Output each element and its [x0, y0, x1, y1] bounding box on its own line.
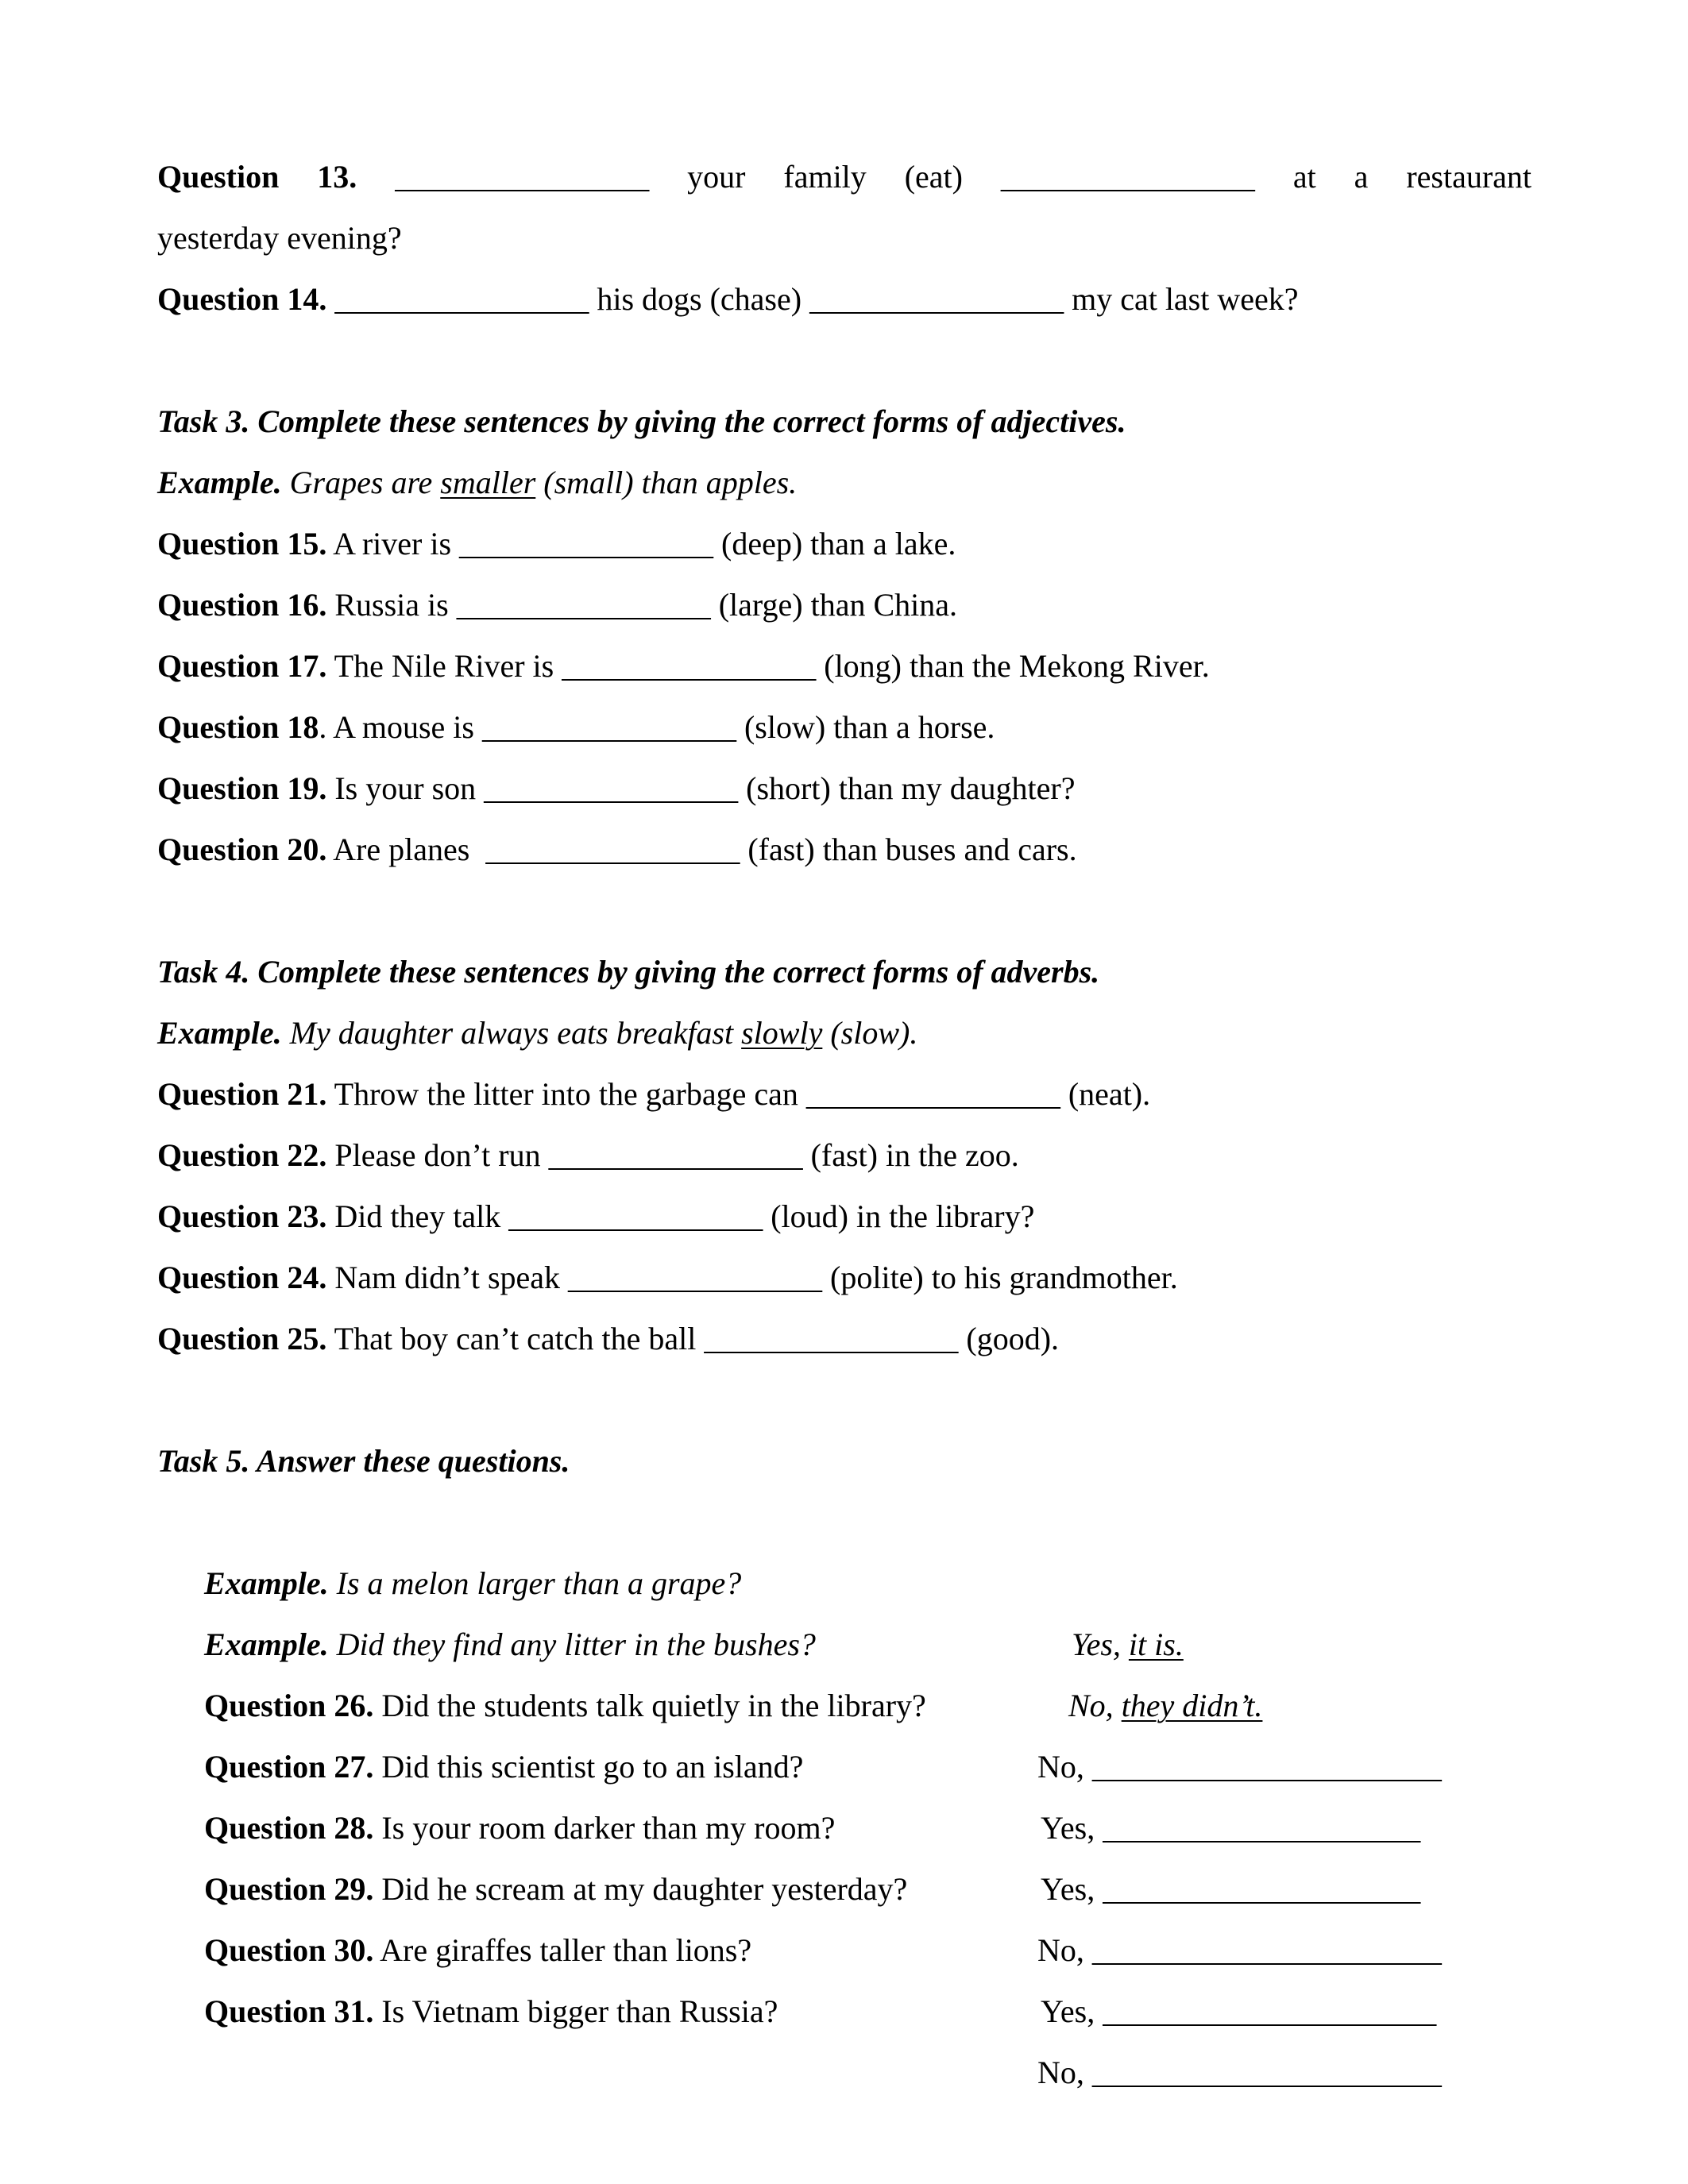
- question-text: (good).: [958, 1321, 1060, 1356]
- answer-blank[interactable]: ________________: [809, 281, 1064, 317]
- question-text: Is Vietnam bigger than Russia?: [373, 1993, 778, 2029]
- question-13-continuation: yesterday evening?: [157, 220, 402, 256]
- question-text: family: [783, 159, 867, 195]
- question-label: Question 16.: [157, 587, 327, 623]
- question-19: [157, 758, 1532, 819]
- question-text: Is your son: [326, 770, 485, 806]
- question-text: (neat).: [1060, 1076, 1151, 1112]
- answer-prefix: Yes,: [1041, 1871, 1103, 1907]
- answer-prefix: Yes,: [1041, 1993, 1103, 2029]
- question-text: Nam didn’t speak: [326, 1260, 569, 1295]
- question-18: [157, 696, 1532, 758]
- question-text: (large) than China.: [710, 587, 957, 623]
- question-label: Question 19.: [157, 770, 327, 806]
- question-label: Question 22.: [157, 1137, 327, 1173]
- question-24: [157, 1247, 1532, 1308]
- question-label: Question 30.: [204, 1932, 374, 1968]
- task-3-example: [157, 452, 1532, 513]
- example-label: Example.: [157, 1015, 282, 1051]
- answer-blank[interactable]: ________________: [568, 1260, 823, 1295]
- question-label-period: .: [319, 709, 327, 745]
- answer-blank[interactable]: ________________: [485, 832, 740, 867]
- answer-blank[interactable]: ________________: [548, 1137, 803, 1173]
- question-label: Question 17.: [157, 648, 327, 684]
- question-15: [157, 513, 1532, 574]
- question-text: restaurant: [1406, 159, 1532, 195]
- question-text: your: [687, 159, 746, 195]
- answer-blank[interactable]: ________________: [459, 526, 714, 561]
- question-text: A mouse is: [326, 709, 482, 745]
- answer-blank[interactable]: ________________: [484, 770, 739, 806]
- example-label: Example.: [204, 1565, 329, 1601]
- answer-blank[interactable]: ________________: [1000, 159, 1255, 195]
- question-text: (deep) than a lake.: [713, 526, 956, 561]
- question-21: [157, 1063, 1532, 1125]
- example-label: Example.: [157, 465, 282, 500]
- question-text: The Nile River is: [326, 648, 562, 684]
- question-label: Question 21.: [157, 1076, 327, 1112]
- question-13: [157, 146, 1532, 207]
- answer-line: [1041, 1981, 1436, 2042]
- question-label: Question 18: [157, 709, 319, 745]
- example-answer: smaller: [440, 465, 536, 500]
- question-text: That boy can’t catch the ball: [326, 1321, 705, 1356]
- question-text: (slow) than a horse.: [736, 709, 995, 745]
- question-14: [157, 268, 1532, 330]
- question-text: my cat last week?: [1064, 281, 1299, 317]
- question-text: (polite) to his grandmother.: [822, 1260, 1178, 1295]
- answer-blank[interactable]: _____________________: [1103, 1993, 1437, 2029]
- question-text: Is your room darker than my room?: [373, 1810, 836, 1846]
- question-text: A river is: [326, 526, 460, 561]
- answer-blank[interactable]: ________________: [456, 587, 711, 623]
- task-4-example: [157, 1002, 1532, 1063]
- answer-prefix: No,: [1037, 2055, 1092, 2090]
- question-text: (fast) in the zoo.: [802, 1137, 1019, 1173]
- question-text: Please don’t run: [326, 1137, 549, 1173]
- question-text: Did the students talk quietly in the library?: [373, 1688, 926, 1723]
- question-label: Question 23.: [157, 1198, 327, 1234]
- answer-blank[interactable]: ______________________: [1091, 2055, 1442, 2090]
- question-text: [326, 281, 334, 317]
- question-text: Throw the litter into the garbage can: [326, 1076, 806, 1112]
- task-3-heading: Task 3. Complete these sentences by giving the correct forms of adjectives.: [157, 403, 1126, 439]
- answer-prefix: No,: [1037, 1749, 1092, 1785]
- task-5-heading: Task 5. Answer these questions.: [157, 1443, 570, 1479]
- question-label: Question 14.: [157, 281, 327, 317]
- example-question: Is a melon larger than a grape?: [328, 1565, 742, 1601]
- answer-prefix: No,: [1068, 1688, 1122, 1723]
- answer-blank[interactable]: ________________: [704, 1321, 959, 1356]
- verb-hint: (eat): [904, 159, 963, 195]
- example-label: Example.: [204, 1626, 329, 1662]
- question-label: Question 31.: [204, 1993, 374, 2029]
- question-text: (fast) than buses and cars.: [740, 832, 1077, 867]
- question-text: (short) than my daughter?: [738, 770, 1076, 806]
- answer-prefix: Yes,: [1041, 1810, 1103, 1846]
- question-label: Question 24.: [157, 1260, 327, 1295]
- question-text: Are planes: [326, 832, 486, 867]
- question-22: [157, 1125, 1532, 1186]
- question-label: Question 20.: [157, 832, 327, 867]
- answer-prefix: Yes,: [1072, 1626, 1129, 1662]
- question-label: Question 27.: [204, 1749, 374, 1785]
- answer-blank[interactable]: ____________________: [1103, 1810, 1421, 1846]
- question-label: Question 13.: [157, 159, 357, 195]
- question-label: Question 15.: [157, 526, 327, 561]
- example-text: (small) than apples.: [535, 465, 798, 500]
- answer-blank[interactable]: ____________________: [1103, 1871, 1421, 1907]
- example-text: (slow).: [822, 1015, 918, 1051]
- question-text: Are giraffes taller than lions?: [373, 1932, 752, 1968]
- question-text: a: [1354, 159, 1369, 195]
- answer-blank[interactable]: ________________: [395, 159, 650, 195]
- question-label: Question 26.: [204, 1688, 374, 1723]
- example-answer: it is.: [1128, 1626, 1184, 1662]
- example-question: Did they find any litter in the bushes?: [328, 1626, 816, 1662]
- question-text: Did he scream at my daughter yesterday?: [373, 1871, 908, 1907]
- question-text: Russia is: [326, 587, 457, 623]
- answer-blank[interactable]: ________________: [481, 709, 736, 745]
- example-text: Grapes are: [281, 465, 441, 500]
- answer-blank[interactable]: ______________________: [1091, 1749, 1442, 1785]
- answer-blank[interactable]: ______________________: [1091, 1932, 1442, 1968]
- question-text: Did this scientist go to an island?: [373, 1749, 804, 1785]
- question-text: (loud) in the library?: [763, 1198, 1035, 1234]
- question-label: Question 25.: [157, 1321, 327, 1356]
- answer-blank[interactable]: ________________: [562, 648, 817, 684]
- task-4-heading: Task 4. Complete these sentences by giving the correct forms of adverbs.: [157, 954, 1100, 990]
- question-text: (long) than the Mekong River.: [816, 648, 1210, 684]
- answer-blank[interactable]: ________________: [805, 1076, 1060, 1112]
- question-16: [157, 574, 1532, 635]
- question-text: at: [1292, 159, 1316, 195]
- example-answer: slowly: [741, 1015, 823, 1051]
- answer-prefix: No,: [1037, 1932, 1092, 1968]
- question-25: [157, 1308, 1532, 1369]
- question-label: Question 29.: [204, 1871, 374, 1907]
- example-text: My daughter always eats breakfast: [281, 1015, 742, 1051]
- question-text: Did they talk: [326, 1198, 509, 1234]
- question-text: his dogs (chase): [589, 281, 810, 317]
- question-label: Question 28.: [204, 1810, 374, 1846]
- question-20: [157, 819, 1532, 880]
- question-23: [157, 1186, 1532, 1247]
- answer-blank[interactable]: ________________: [334, 281, 589, 317]
- answer-line: [1037, 2042, 1442, 2103]
- answer-blank[interactable]: ________________: [508, 1198, 763, 1234]
- example-answer: they didn’t.: [1121, 1688, 1263, 1723]
- question-17: [157, 635, 1532, 696]
